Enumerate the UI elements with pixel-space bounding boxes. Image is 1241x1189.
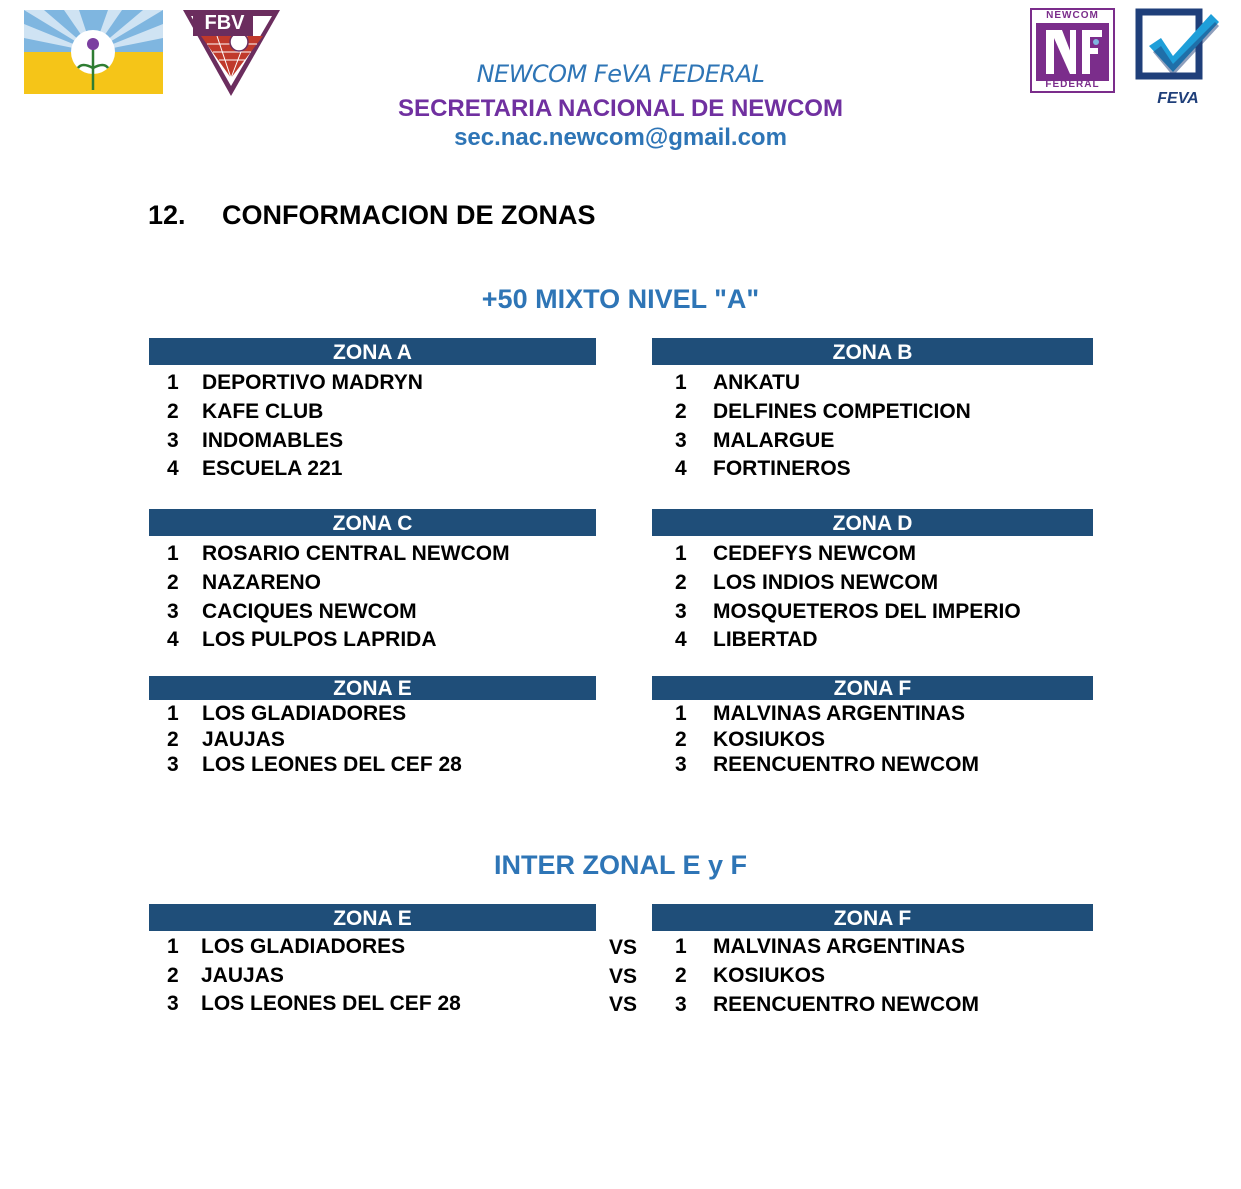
- table-row: [652, 964, 1093, 993]
- newcom-logo-bottom-text: FEDERAL: [1045, 79, 1100, 90]
- team-number: 1: [167, 371, 179, 394]
- team-name: JAUJAS: [201, 964, 284, 987]
- table-row: [652, 429, 1093, 457]
- zone-e-header: ZONA E: [149, 676, 596, 700]
- table-row: [149, 728, 596, 753]
- table-row: [652, 600, 1093, 628]
- team-number: 1: [675, 542, 687, 565]
- team-number: 4: [675, 457, 687, 480]
- table-row: [652, 753, 1093, 778]
- team-name: LIBERTAD: [713, 628, 818, 651]
- team-name: LOS PULPOS LAPRIDA: [202, 628, 437, 651]
- interzonal-zone-f-header: ZONA F: [652, 904, 1093, 931]
- vs-label: VS: [609, 936, 638, 959]
- team-number: 1: [167, 702, 179, 725]
- team-name: LOS GLADIADORES: [201, 935, 406, 958]
- table-row: [652, 728, 1093, 753]
- team-number: 1: [167, 542, 179, 565]
- team-number: 1: [675, 371, 687, 394]
- zone-d-header: ZONA D: [652, 509, 1093, 536]
- table-row: [149, 571, 596, 600]
- team-number: 1: [167, 935, 179, 958]
- table-row: [149, 702, 596, 728]
- team-number: 2: [167, 964, 179, 987]
- team-number: 3: [167, 600, 179, 623]
- team-name: NAZARENO: [202, 571, 321, 594]
- table-row: [652, 571, 1093, 600]
- team-name: LOS LEONES DEL CEF 28: [202, 753, 462, 776]
- team-number: 3: [675, 993, 687, 1016]
- team-name: REENCUENTRO NEWCOM: [713, 753, 979, 776]
- team-number: 2: [675, 400, 687, 423]
- team-number: 3: [675, 429, 687, 452]
- section-number: 12.: [148, 200, 186, 230]
- contact-email: sec.nac.newcom@gmail.com: [454, 124, 787, 151]
- table-row: [652, 628, 1093, 656]
- table-row: [149, 542, 596, 571]
- table-row: [149, 992, 596, 1020]
- feva-logo-text: FEVA: [1157, 90, 1199, 107]
- table-row: [652, 542, 1093, 571]
- team-name: LOS INDIOS NEWCOM: [713, 571, 939, 594]
- zone-e-table: [149, 676, 596, 776]
- table-row: [149, 400, 596, 429]
- table-row: [149, 964, 596, 992]
- team-name: CEDEFYS NEWCOM: [713, 542, 917, 565]
- team-number: 2: [675, 728, 687, 751]
- vs-label: VS: [609, 965, 638, 988]
- zone-b-header: ZONA B: [652, 338, 1093, 365]
- team-number: 1: [675, 702, 687, 725]
- table-row: [652, 935, 1093, 964]
- team-number: 2: [167, 400, 179, 423]
- category-title: +50 MIXTO NIVEL "A": [481, 284, 760, 314]
- team-name: REENCUENTRO NEWCOM: [713, 993, 979, 1016]
- zone-f-table: [652, 676, 1093, 776]
- team-name: KOSIUKOS: [713, 728, 826, 751]
- team-name: MALARGUE: [713, 429, 835, 452]
- team-name: ANKATU: [713, 371, 801, 394]
- interzonal-title: INTER ZONAL E y F: [493, 850, 748, 880]
- team-number: 1: [675, 935, 687, 958]
- zone-b-table: [652, 338, 1093, 479]
- table-row: [652, 457, 1093, 485]
- section-heading: [148, 200, 596, 231]
- organization-name: NEWCOM FeVA FEDERAL: [476, 60, 765, 88]
- team-number: 2: [167, 728, 179, 751]
- team-name: LOS LEONES DEL CEF 28: [201, 992, 461, 1015]
- team-name: CACIQUES NEWCOM: [202, 600, 417, 623]
- zone-a-header: ZONA A: [149, 338, 596, 365]
- team-name: KOSIUKOS: [713, 964, 826, 987]
- team-name: FORTINEROS: [713, 457, 851, 480]
- table-row: [149, 429, 596, 457]
- table-row: [652, 371, 1093, 400]
- table-row: [149, 628, 596, 656]
- team-name: INDOMABLES: [202, 429, 344, 452]
- table-row: [149, 753, 596, 778]
- team-number: 4: [167, 457, 179, 480]
- section-title: CONFORMACION DE ZONAS: [222, 200, 596, 230]
- feva-logo: [1135, 8, 1221, 108]
- team-number: 3: [675, 753, 687, 776]
- team-name: MALVINAS ARGENTINAS: [713, 702, 965, 725]
- team-number: 2: [675, 964, 687, 987]
- table-row: [149, 935, 596, 964]
- team-number: 4: [675, 628, 687, 651]
- team-name: LOS GLADIADORES: [202, 702, 407, 725]
- team-number: 3: [167, 753, 179, 776]
- zone-d-table: [652, 509, 1093, 650]
- interzonal-zone-e-header: ZONA E: [149, 904, 596, 931]
- table-row: [149, 457, 596, 485]
- team-name: DEPORTIVO MADRYN: [202, 371, 423, 394]
- zone-a-table: [149, 338, 596, 479]
- newcom-logo-top-text: NEWCOM: [1046, 10, 1099, 21]
- table-row: [652, 993, 1093, 1021]
- zone-f-header: ZONA F: [652, 676, 1093, 700]
- vs-label: VS: [609, 993, 638, 1016]
- table-row: [652, 702, 1093, 728]
- fbv-logo-text: FBV: [204, 12, 245, 34]
- team-name: JAUJAS: [202, 728, 285, 751]
- team-number: 2: [167, 571, 179, 594]
- secretariat-title: SECRETARIA NACIONAL DE NEWCOM: [398, 95, 843, 122]
- team-number: 3: [675, 600, 687, 623]
- table-row: [149, 371, 596, 400]
- team-name: MOSQUETEROS DEL IMPERIO: [713, 600, 1021, 623]
- interzonal-zone-e-table: [149, 904, 596, 1016]
- team-name: KAFE CLUB: [202, 400, 324, 423]
- table-row: [149, 600, 596, 628]
- team-name: ROSARIO CENTRAL NEWCOM: [202, 542, 510, 565]
- zone-c-header: ZONA C: [149, 509, 596, 536]
- team-number: 2: [675, 571, 687, 594]
- interzonal-zone-f-table: [652, 904, 1093, 1017]
- team-name: ESCUELA 221: [202, 457, 343, 480]
- team-number: 3: [167, 429, 179, 452]
- team-number: 4: [167, 628, 179, 651]
- team-name: MALVINAS ARGENTINAS: [713, 935, 965, 958]
- team-name: DELFINES COMPETICION: [713, 400, 971, 423]
- team-number: 3: [167, 992, 179, 1015]
- zone-c-table: [149, 509, 596, 650]
- table-row: [652, 400, 1093, 429]
